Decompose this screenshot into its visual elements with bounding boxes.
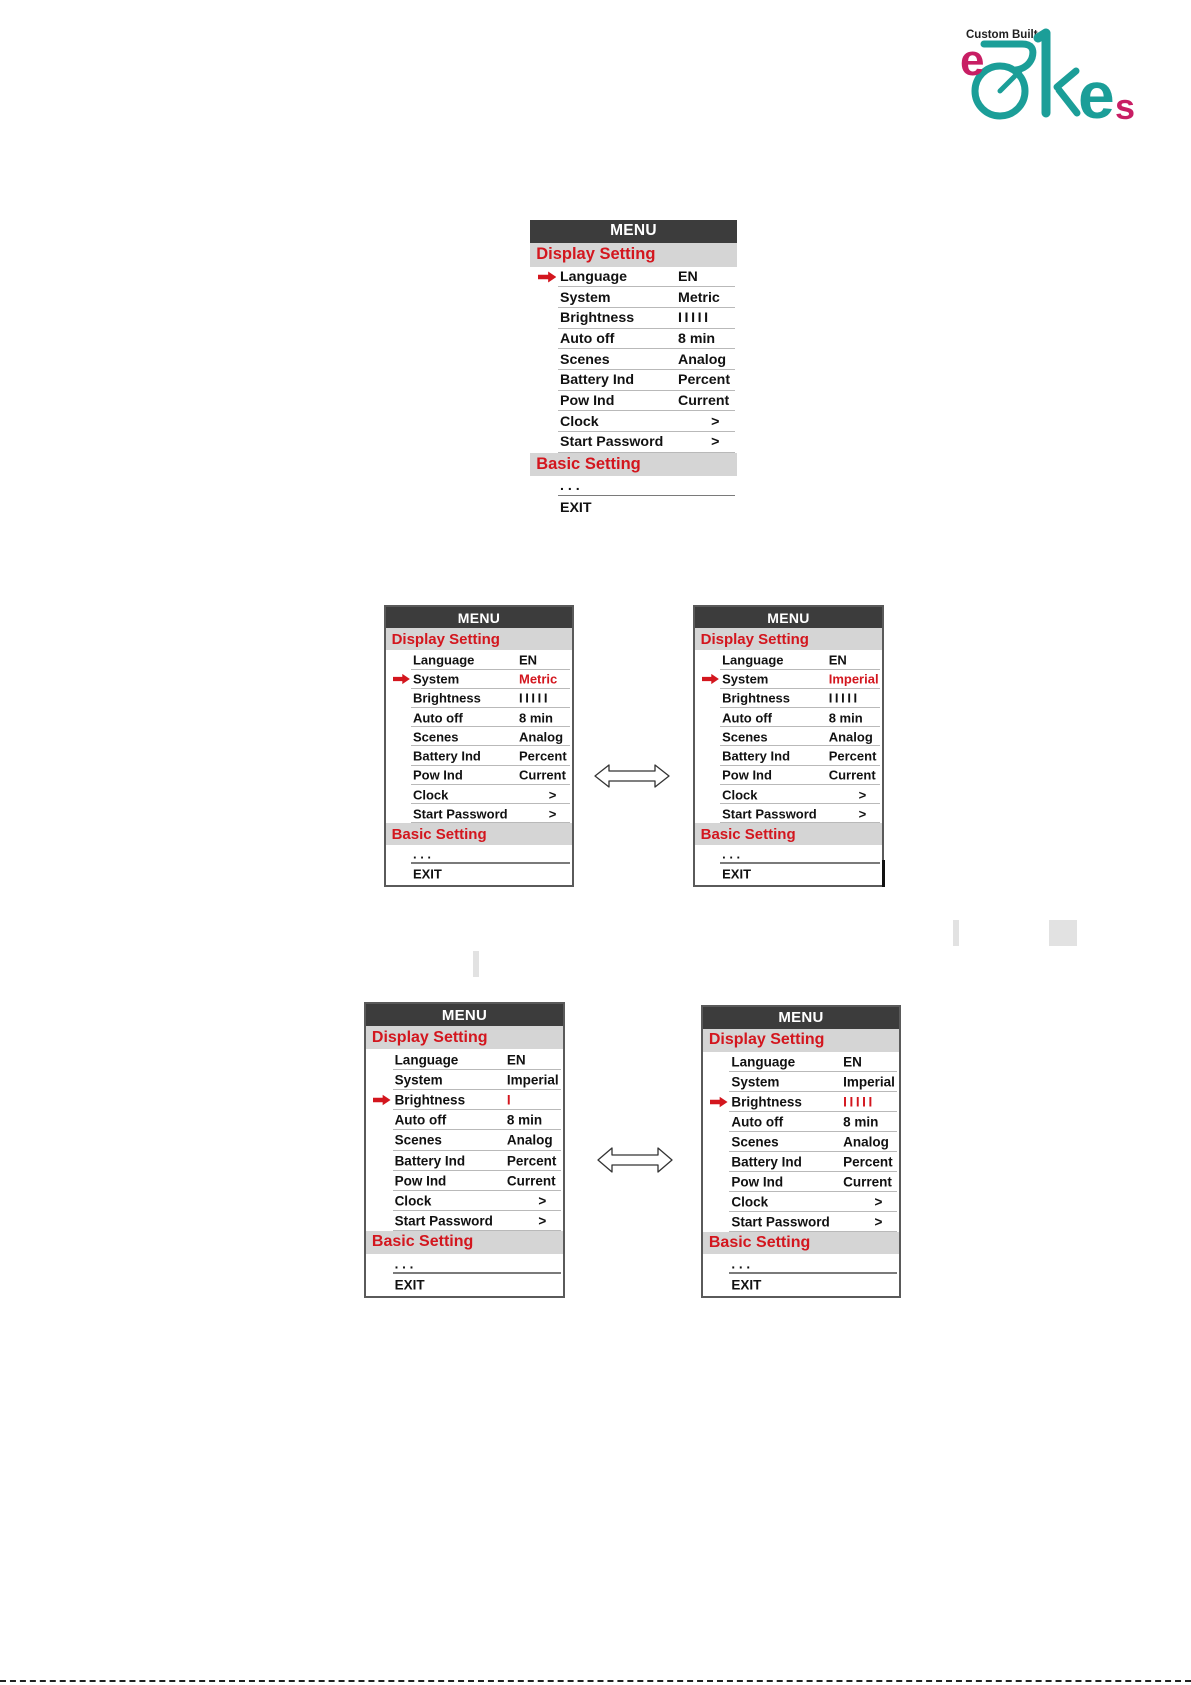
chevron-right-icon: > bbox=[548, 806, 557, 822]
menu-item-label: . . . bbox=[560, 477, 580, 494]
menu-title: MENU bbox=[386, 607, 572, 628]
menu-item-battery-ind bbox=[366, 1151, 563, 1171]
menu-item-label: Start Password bbox=[394, 1213, 493, 1229]
menu-item-more bbox=[366, 1254, 563, 1274]
menu-item-value: 8 min bbox=[518, 710, 553, 726]
chevron-right-icon: > bbox=[858, 806, 867, 822]
chevron-right-icon: > bbox=[538, 1213, 547, 1229]
chevron-right-icon: > bbox=[874, 1214, 883, 1230]
menu-item-value: I bbox=[506, 1092, 514, 1108]
menu-item-language bbox=[530, 267, 737, 288]
menu-screen bbox=[530, 220, 737, 519]
menu-item-value: IIIII bbox=[843, 1094, 875, 1110]
menu-screen bbox=[364, 1002, 565, 1298]
menu-item-brightness bbox=[386, 689, 572, 708]
menu-item-pow-ind bbox=[703, 1172, 899, 1192]
menu-item-exit bbox=[366, 1274, 563, 1296]
menu-item-value: Current bbox=[506, 1173, 556, 1189]
menu-item-label: Start Password bbox=[560, 434, 664, 451]
scan-artifact bbox=[1049, 920, 1077, 946]
menu-item-value: Analog bbox=[678, 351, 727, 368]
menu-item-value: Percent bbox=[518, 748, 567, 764]
menu-item-battery-ind bbox=[386, 746, 572, 765]
section-heading-basic-setting: Basic Setting bbox=[695, 823, 882, 844]
menu-item-start-password bbox=[366, 1211, 563, 1231]
menu-item-label: Pow Ind bbox=[560, 392, 615, 409]
menu-item-label: Pow Ind bbox=[412, 767, 463, 783]
menu-item-value: Analog bbox=[828, 729, 873, 745]
menu-item-label: Brightness bbox=[731, 1094, 802, 1110]
menu-item-pow-ind bbox=[695, 766, 882, 785]
menu-item-label: Language bbox=[560, 268, 628, 285]
menu-item-label: Brightness bbox=[394, 1092, 466, 1108]
double-arrow-icon bbox=[594, 764, 670, 788]
menu-item-label: Auto off bbox=[722, 710, 772, 726]
menu-item-more bbox=[703, 1254, 899, 1274]
menu-item-start-password bbox=[703, 1212, 899, 1232]
menu-item-label: Battery Ind bbox=[412, 748, 481, 764]
menu-item-scenes bbox=[366, 1130, 563, 1150]
menu-item-label: Clock bbox=[394, 1193, 432, 1209]
menu-item-value: IIIII bbox=[678, 310, 711, 327]
menu-item-value: Current bbox=[678, 392, 730, 409]
menu-item-brightness bbox=[366, 1090, 563, 1110]
menu-item-label: . . . bbox=[412, 846, 432, 862]
menu-item-clock bbox=[366, 1191, 563, 1211]
menu-item-label: Auto off bbox=[394, 1112, 447, 1128]
menu-item-value: Percent bbox=[506, 1152, 557, 1168]
menu-item-label: Language bbox=[412, 652, 475, 668]
menu-item-label: Pow Ind bbox=[394, 1173, 447, 1189]
menu-item-label: System bbox=[731, 1074, 780, 1090]
chevron-right-icon: > bbox=[858, 787, 867, 803]
chevron-right-icon: > bbox=[538, 1193, 547, 1209]
section-heading-display-setting: Display Setting bbox=[703, 1029, 899, 1052]
frame-edge-mark bbox=[882, 860, 885, 887]
menu-item-brightness bbox=[703, 1092, 899, 1112]
section-heading-display-setting: Display Setting bbox=[695, 628, 882, 650]
menu-title: MENU bbox=[703, 1007, 899, 1029]
menu-item-label: Battery Ind bbox=[722, 748, 791, 764]
section-heading-basic-setting: Basic Setting bbox=[703, 1232, 899, 1254]
menu-item-system bbox=[695, 670, 882, 689]
menu-item-value: 8 min bbox=[506, 1112, 543, 1128]
menu-item-auto-off bbox=[366, 1110, 563, 1130]
menu-item-label: Scenes bbox=[722, 729, 768, 745]
menu-item-label: Brightness bbox=[722, 690, 791, 706]
menu-item-label: . . . bbox=[731, 1256, 751, 1272]
menu-item-scenes bbox=[386, 727, 572, 746]
menu-item-label: EXIT bbox=[560, 499, 592, 516]
menu-item-value: EN bbox=[828, 652, 847, 668]
menu-item-clock bbox=[530, 411, 737, 432]
chevron-right-icon: > bbox=[711, 413, 720, 430]
menu-item-more bbox=[695, 845, 882, 864]
menu-item-value: Percent bbox=[843, 1154, 893, 1170]
menu-item-label: Brightness bbox=[560, 310, 635, 327]
menu-item-label: Scenes bbox=[560, 351, 610, 368]
menu-item-start-password bbox=[386, 804, 572, 823]
menu-item-value: IIIII bbox=[828, 690, 860, 706]
menu-item-label: Auto off bbox=[412, 710, 463, 726]
menu-item-label: . . . bbox=[722, 846, 741, 862]
menu-item-label: Scenes bbox=[412, 729, 459, 745]
menu-item-label: EXIT bbox=[394, 1277, 425, 1293]
menu-item-label: Battery Ind bbox=[560, 372, 635, 389]
menu-item-pow-ind bbox=[366, 1171, 563, 1191]
menu-item-label: Language bbox=[731, 1054, 796, 1070]
menu-title: MENU bbox=[366, 1004, 563, 1026]
menu-item-brightness bbox=[695, 689, 882, 708]
menu-item-label: Battery Ind bbox=[731, 1154, 802, 1170]
menu-item-value: Imperial bbox=[843, 1074, 895, 1090]
selection-arrow-icon bbox=[373, 1095, 391, 1106]
section-heading-basic-setting: Basic Setting bbox=[530, 453, 737, 476]
chevron-right-icon: > bbox=[548, 787, 557, 803]
menu-item-label: System bbox=[412, 671, 460, 687]
section-heading-basic-setting: Basic Setting bbox=[386, 823, 572, 844]
menu-screen bbox=[384, 605, 574, 887]
section-heading-display-setting: Display Setting bbox=[530, 243, 737, 267]
menu-item-label: Clock bbox=[731, 1194, 769, 1210]
menu-item-system bbox=[530, 287, 737, 308]
menu-item-value: Imperial bbox=[506, 1072, 559, 1088]
menu-item-start-password bbox=[530, 432, 737, 453]
menu-item-value: 8 min bbox=[678, 330, 716, 347]
menu-item-pow-ind bbox=[530, 391, 737, 412]
menu-screen bbox=[701, 1005, 901, 1298]
menu-item-label: Language bbox=[394, 1051, 459, 1067]
menu-item-label: Brightness bbox=[412, 690, 481, 706]
menu-item-value: IIIII bbox=[518, 690, 551, 706]
menu-item-auto-off bbox=[386, 708, 572, 727]
menu-item-value: Current bbox=[518, 767, 566, 783]
chevron-right-icon: > bbox=[711, 434, 720, 451]
menu-item-more bbox=[386, 845, 572, 864]
menu-item-clock bbox=[703, 1192, 899, 1212]
menu-item-value: EN bbox=[843, 1054, 862, 1070]
svg-text:e: e bbox=[1078, 58, 1115, 121]
menu-item-clock bbox=[386, 785, 572, 804]
menu-item-label: Auto off bbox=[731, 1114, 784, 1130]
menu-item-label: Start Password bbox=[412, 806, 508, 822]
menu-item-clock bbox=[695, 785, 882, 804]
svg-text:e: e bbox=[960, 36, 985, 85]
menu-item-language bbox=[386, 650, 572, 669]
menu-item-value: Imperial bbox=[828, 671, 879, 687]
menu-item-value: Metric bbox=[678, 289, 720, 306]
svg-text:s: s bbox=[1115, 86, 1136, 121]
menu-item-value: EN bbox=[518, 652, 538, 668]
scan-artifact bbox=[473, 951, 479, 977]
menu-item-value: 8 min bbox=[828, 710, 863, 726]
menu-item-battery-ind bbox=[703, 1152, 899, 1172]
menu-item-label: Scenes bbox=[394, 1132, 442, 1148]
menu-item-brightness bbox=[530, 308, 737, 329]
scan-artifact bbox=[953, 920, 959, 946]
menu-item-exit bbox=[695, 864, 882, 885]
section-heading-basic-setting: Basic Setting bbox=[366, 1231, 563, 1253]
menu-item-label: Auto off bbox=[560, 330, 615, 347]
menu-item-value: Percent bbox=[678, 372, 731, 389]
menu-item-language bbox=[695, 650, 882, 669]
menu-item-value: Current bbox=[828, 767, 876, 783]
menu-screen bbox=[693, 605, 884, 887]
ebikes-logo bbox=[960, 27, 1137, 121]
menu-item-scenes bbox=[695, 727, 882, 746]
menu-item-label: Scenes bbox=[731, 1134, 779, 1150]
menu-item-label: System bbox=[560, 289, 611, 306]
menu-item-system bbox=[703, 1072, 899, 1092]
menu-item-label: Clock bbox=[560, 413, 599, 430]
menu-item-value: EN bbox=[678, 268, 698, 285]
menu-item-system bbox=[366, 1070, 563, 1090]
menu-item-label: EXIT bbox=[722, 866, 752, 882]
menu-item-system bbox=[386, 670, 572, 689]
menu-item-exit bbox=[386, 864, 572, 885]
menu-item-label: Start Password bbox=[722, 806, 817, 822]
selection-arrow-icon bbox=[710, 1097, 728, 1108]
menu-item-exit bbox=[703, 1274, 899, 1296]
menu-item-battery-ind bbox=[695, 746, 882, 765]
menu-item-language bbox=[703, 1052, 899, 1072]
menu-item-auto-off bbox=[530, 329, 737, 350]
menu-item-auto-off bbox=[695, 708, 882, 727]
menu-item-label: EXIT bbox=[731, 1277, 762, 1293]
menu-item-label: Clock bbox=[412, 787, 449, 803]
menu-item-label: Language bbox=[722, 652, 784, 668]
section-heading-display-setting: Display Setting bbox=[386, 628, 572, 650]
selection-arrow-icon bbox=[393, 674, 410, 684]
menu-item-label: Pow Ind bbox=[731, 1174, 784, 1190]
menu-item-label: Start Password bbox=[731, 1214, 830, 1230]
menu-item-language bbox=[366, 1049, 563, 1069]
menu-item-label: EXIT bbox=[412, 866, 442, 882]
menu-item-more bbox=[530, 476, 737, 497]
menu-item-exit bbox=[530, 496, 737, 519]
menu-item-scenes bbox=[530, 349, 737, 370]
selection-arrow-icon bbox=[538, 271, 556, 282]
page-bottom-border bbox=[0, 1680, 1191, 1682]
menu-item-label: . . . bbox=[394, 1255, 414, 1271]
menu-title: MENU bbox=[530, 220, 737, 243]
menu-item-value: EN bbox=[506, 1051, 526, 1067]
menu-item-label: Pow Ind bbox=[722, 767, 772, 783]
chevron-right-icon: > bbox=[874, 1194, 883, 1210]
menu-item-value: Current bbox=[843, 1174, 892, 1190]
menu-item-label: Clock bbox=[722, 787, 758, 803]
menu-item-value: Analog bbox=[518, 729, 564, 745]
menu-item-value: 8 min bbox=[843, 1114, 879, 1130]
menu-item-auto-off bbox=[703, 1112, 899, 1132]
menu-item-value: Metric bbox=[518, 671, 558, 687]
section-heading-display-setting: Display Setting bbox=[366, 1026, 563, 1049]
logo-wordmark bbox=[960, 33, 1135, 121]
menu-item-value: Percent bbox=[828, 748, 877, 764]
menu-item-scenes bbox=[703, 1132, 899, 1152]
menu-item-label: System bbox=[394, 1072, 443, 1088]
logo-tagline: Custom Built bbox=[966, 29, 1038, 41]
menu-item-label: Battery Ind bbox=[394, 1152, 466, 1168]
menu-item-start-password bbox=[695, 804, 882, 823]
double-arrow-icon bbox=[597, 1147, 673, 1173]
selection-arrow-icon bbox=[702, 674, 719, 684]
menu-item-pow-ind bbox=[386, 766, 572, 785]
menu-title: MENU bbox=[695, 607, 882, 628]
menu-item-value: Analog bbox=[506, 1132, 553, 1148]
menu-item-label: System bbox=[722, 671, 769, 687]
menu-item-value: Analog bbox=[843, 1134, 889, 1150]
menu-item-battery-ind bbox=[530, 370, 737, 391]
